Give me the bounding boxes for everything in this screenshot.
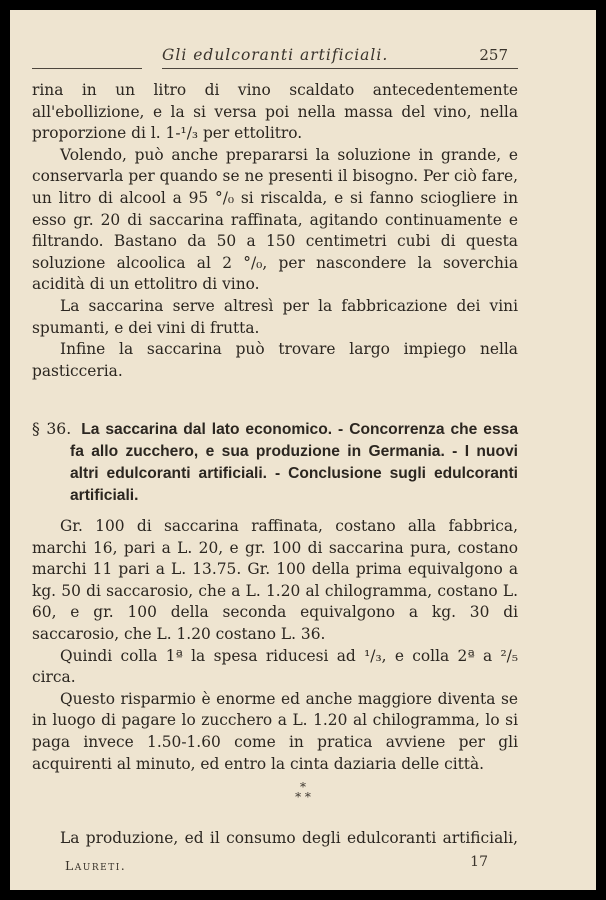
paragraph-continuation: rina in un litro di vino scaldato antecedentemente all'ebollizione, e la si versa poi nella massa del vino, nella proporzione di l. 1-¹/₃ per ettolitro. [32, 81, 518, 143]
paragraph-spumanti: La saccarina serve altresì per la fabbricazione dei vini spumanti, e dei vini di frutta. [32, 296, 518, 337]
paragraph-produzione [32, 828, 518, 850]
page-number: 257 [479, 46, 508, 64]
produzione-line: La produzione, ed il consumo degli edulcoranti artificiali, [60, 829, 518, 847]
header-rule-right [162, 68, 518, 69]
page-header [10, 46, 596, 68]
body-text-section [32, 516, 518, 775]
paragraph-savings: Quindi colla 1ª la spesa riducesi ad ¹/₃, e colla 2ª a ²/₅ circa. [32, 646, 518, 687]
paragraph-prices: Gr. 100 di saccarina raffinata, costano alla fabbrica, marchi 16, pari a L. 20, e gr. 100 di saccarina pura, costano marchi 11 pari a L. 13.75. Gr. 100 della prima equivalgono a kg. 50 di saccarosio, che a L. 1.20 al chilogramma, costano L. 60, e gr. 100 della seconda equivalgono a kg. 30 di saccarosio, che L. 1.20 costano L. 36. [32, 517, 518, 643]
body-text-top [32, 80, 518, 382]
section-number: § 36. [32, 420, 72, 438]
paragraph-risparmio: Questo risparmio è enorme ed anche maggiore diventa se in luogo di pagare lo zucchero a L. 1.20 al chilogramma, lo si paga invece 1.50-1.60 come in pratica avviene per gli acquirenti al minuto, ed entro la cinta daziaria delle città. [32, 689, 518, 773]
header-rule-left [32, 68, 142, 69]
footer-sheet-number: 17 [470, 854, 488, 870]
asterism-separator: * * * [295, 780, 311, 804]
paragraph-pasticceria: Infine la saccarina può trovare largo impiego nella pasticceria. [32, 340, 518, 380]
footer-author: Laureti. [65, 858, 127, 873]
paragraph-solution: Volendo, può anche prepararsi la soluzione in grande, e conservarla per quando se ne presenti il bisogno. Per ciò fare, un litro di alcool a 95 °/₀ si riscalda, e si fanno sciogliere in esso gr. 20 di saccarina raffinata, agitando continuamente e filtrando. Bastano da 50 a 150 centimetri cubi di questa soluzione alcoolica al 2 °/₀, per nascondere la soverchia acidità di un ettolitro di vino. [32, 145, 518, 294]
section-title: La saccarina dal lato economico. - Concorrenza che essa fa allo zucchero, e sua produzione in Germania. - I nuovi altri edulcoranti artificiali. - Conclusione sugli edulcoranti artificiali. [70, 421, 518, 504]
section-heading [32, 418, 518, 507]
book-page [10, 10, 596, 890]
running-title: Gli edulcoranti artificiali. [162, 46, 389, 64]
